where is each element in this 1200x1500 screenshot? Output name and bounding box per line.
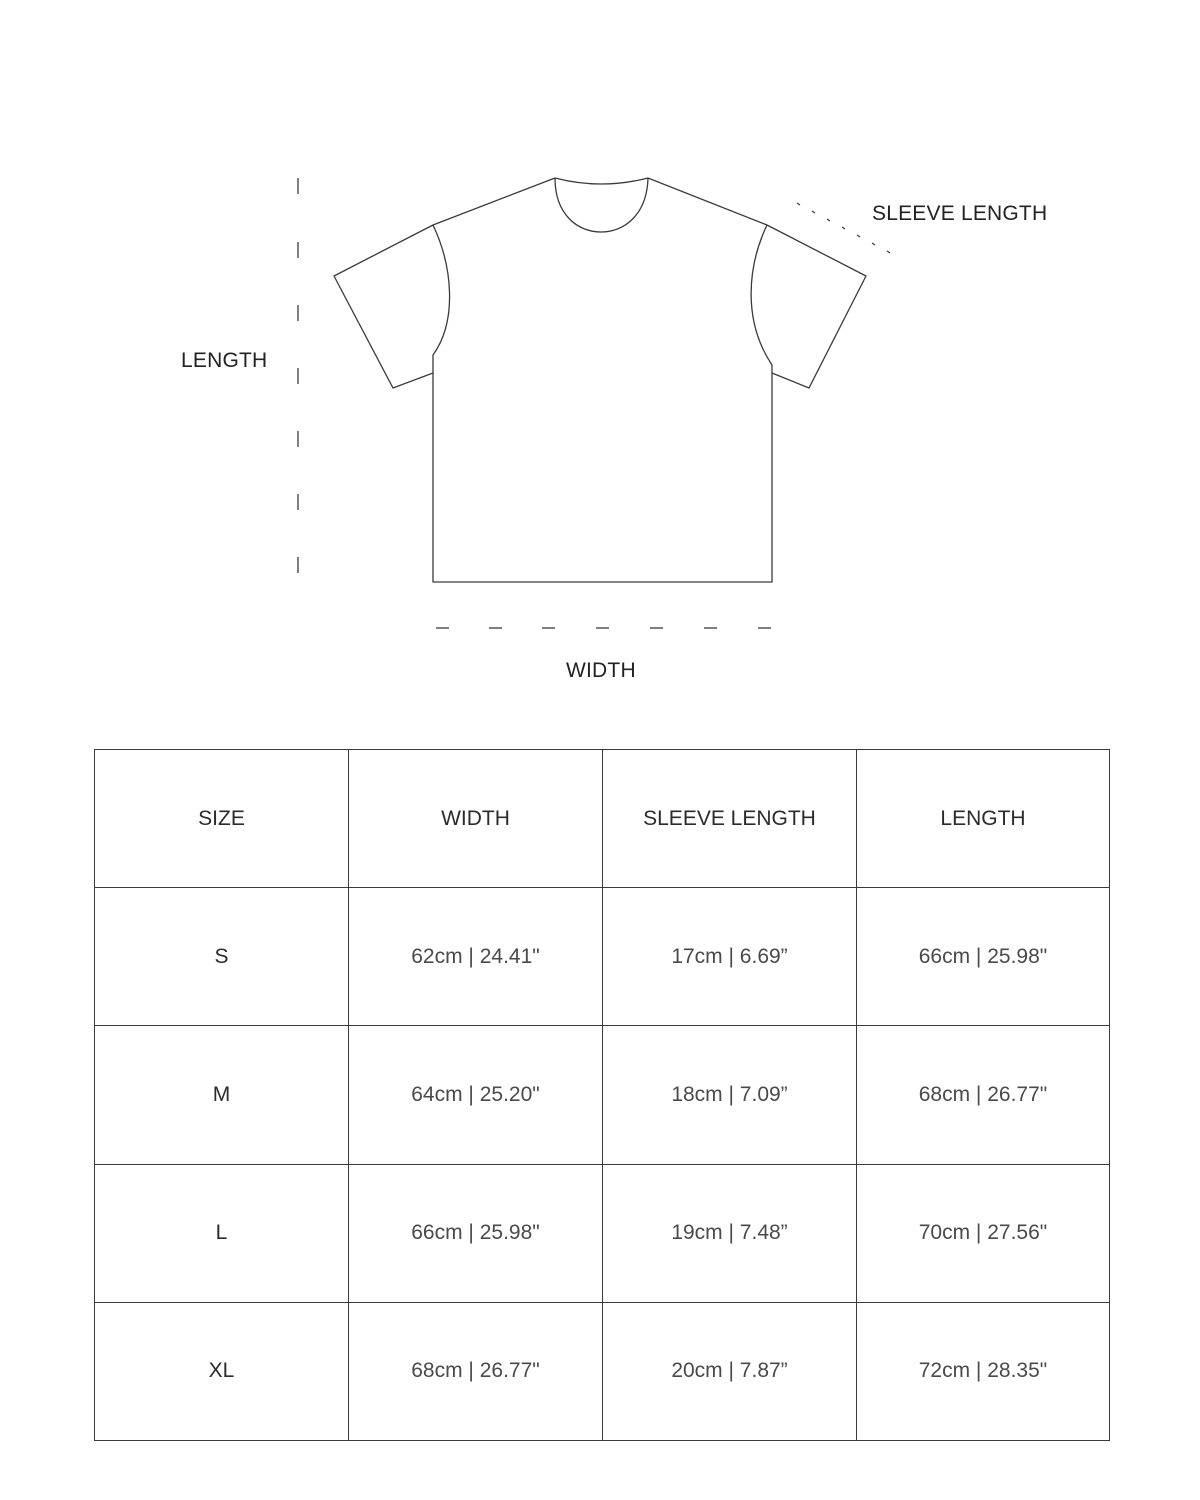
length-cell: 72cm | 28.35" <box>857 1302 1110 1440</box>
sleeve-cell: 19cm | 7.48” <box>603 1164 857 1302</box>
table-row <box>95 888 1110 1026</box>
header-sleeve-length: SLEEVE LENGTH <box>603 750 857 888</box>
table-header-row <box>95 750 1110 888</box>
header-length: LENGTH <box>857 750 1110 888</box>
length-label: LENGTH <box>181 349 268 372</box>
size-chart-table <box>94 749 1110 1441</box>
width-label: WIDTH <box>566 659 636 682</box>
length-cell: 70cm | 27.56" <box>857 1164 1110 1302</box>
width-cell: 64cm | 25.20" <box>349 1026 603 1164</box>
sleeve-length-label: SLEEVE LENGTH <box>872 202 1048 225</box>
size-cell: L <box>95 1164 349 1302</box>
length-cell: 66cm | 25.98" <box>857 888 1110 1026</box>
table-row <box>95 1302 1110 1440</box>
size-cell: XL <box>95 1302 349 1440</box>
width-cell: 62cm | 24.41" <box>349 888 603 1026</box>
tshirt-outline-drawing <box>0 0 1200 720</box>
width-cell: 68cm | 26.77" <box>349 1302 603 1440</box>
table-row <box>95 1026 1110 1164</box>
sleeve-cell: 18cm | 7.09” <box>603 1026 857 1164</box>
header-width: WIDTH <box>349 750 603 888</box>
width-cell: 66cm | 25.98" <box>349 1164 603 1302</box>
sleeve-cell: 17cm | 6.69” <box>603 888 857 1026</box>
size-cell: M <box>95 1026 349 1164</box>
header-size: SIZE <box>95 750 349 888</box>
tshirt-diagram <box>0 0 1200 720</box>
sleeve-cell: 20cm | 7.87” <box>603 1302 857 1440</box>
tshirt-outline <box>334 178 866 582</box>
size-cell: S <box>95 888 349 1026</box>
length-cell: 68cm | 26.77" <box>857 1026 1110 1164</box>
table-row <box>95 1164 1110 1302</box>
